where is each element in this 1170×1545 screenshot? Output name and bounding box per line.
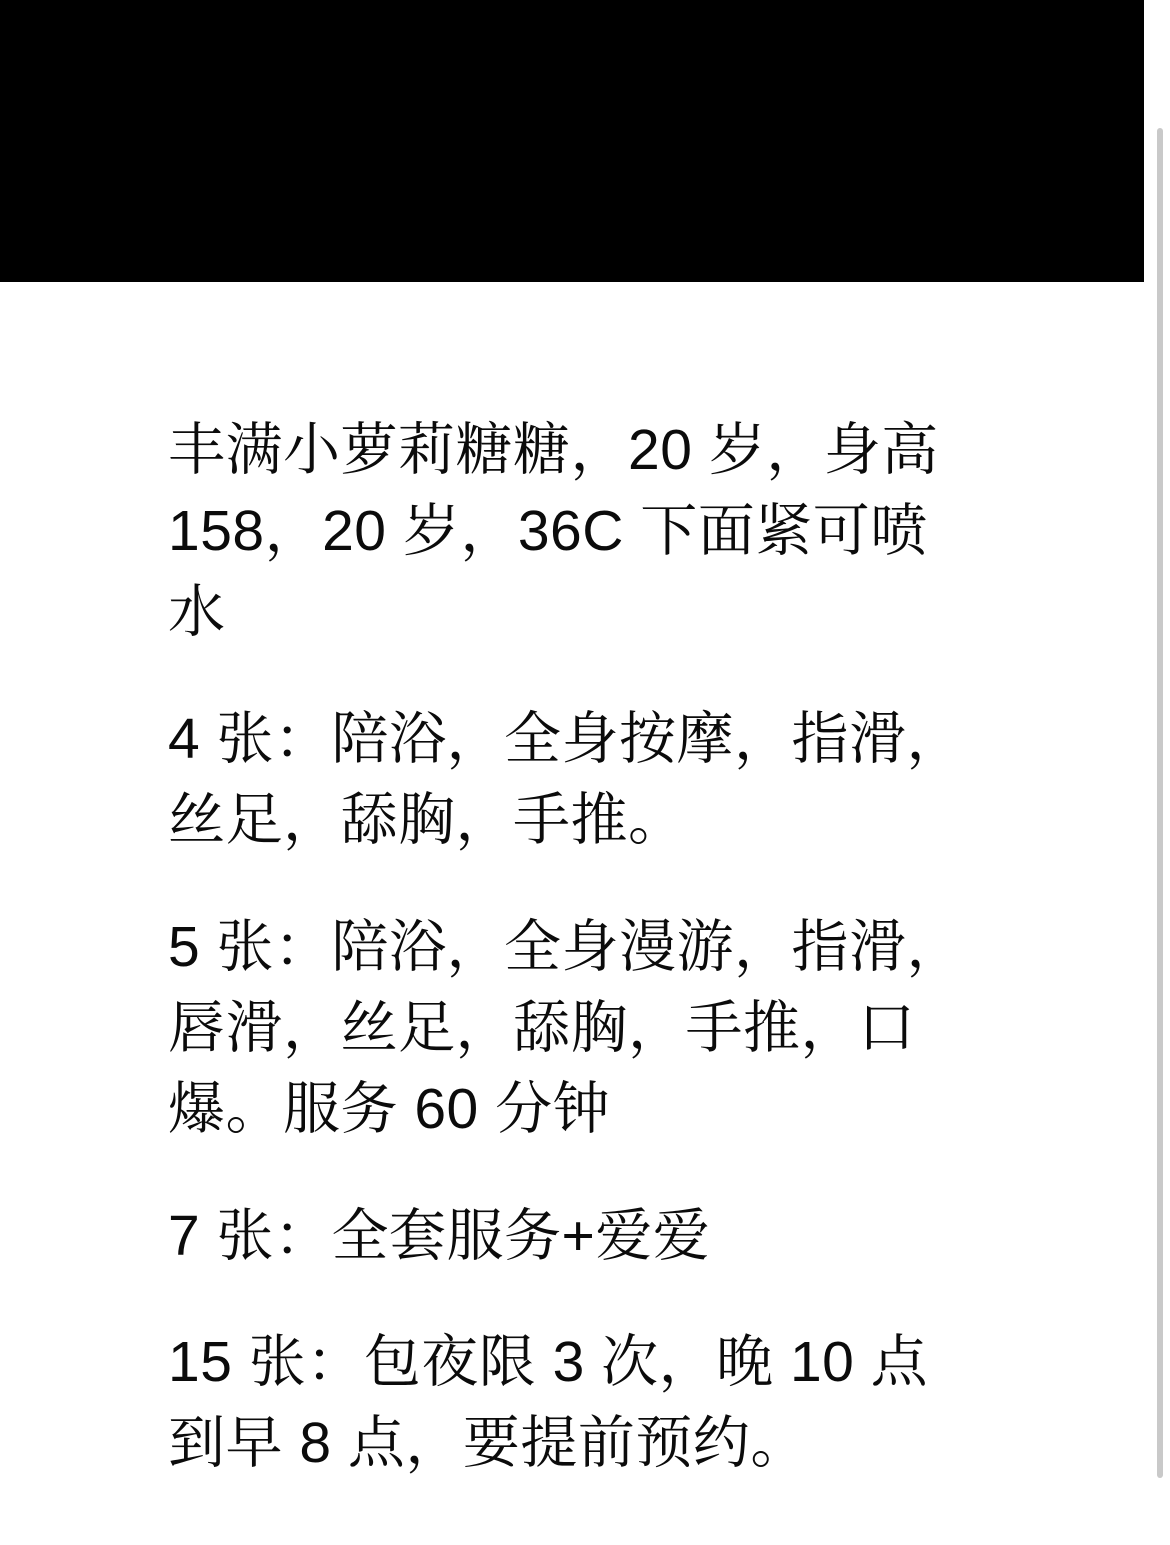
- document-text-body: [168, 410, 978, 1484]
- paragraph-3: 5 张：陪浴，全身漫游，指滑，唇滑，丝足，舔胸，手推，口爆。服务 60 分钟: [168, 914, 965, 1141]
- paragraph-5: 15 张：包夜限 3 次，晚 10 点到早 8 点，要提前预约。: [168, 1330, 929, 1476]
- paragraph-1: 丰满小萝莉糖糖，20 岁，身高 158，20 岁，36C 下面紧可喷水: [168, 418, 939, 644]
- paragraph-2: 4 张：陪浴，全身按摩，指滑，丝足，舔胸，手推。: [168, 706, 965, 852]
- vertical-scrollbar[interactable]: [1157, 128, 1163, 1478]
- top-black-banner: [0, 0, 1144, 282]
- paragraph-4: 7 张：全套服务+爱爱: [168, 1203, 711, 1268]
